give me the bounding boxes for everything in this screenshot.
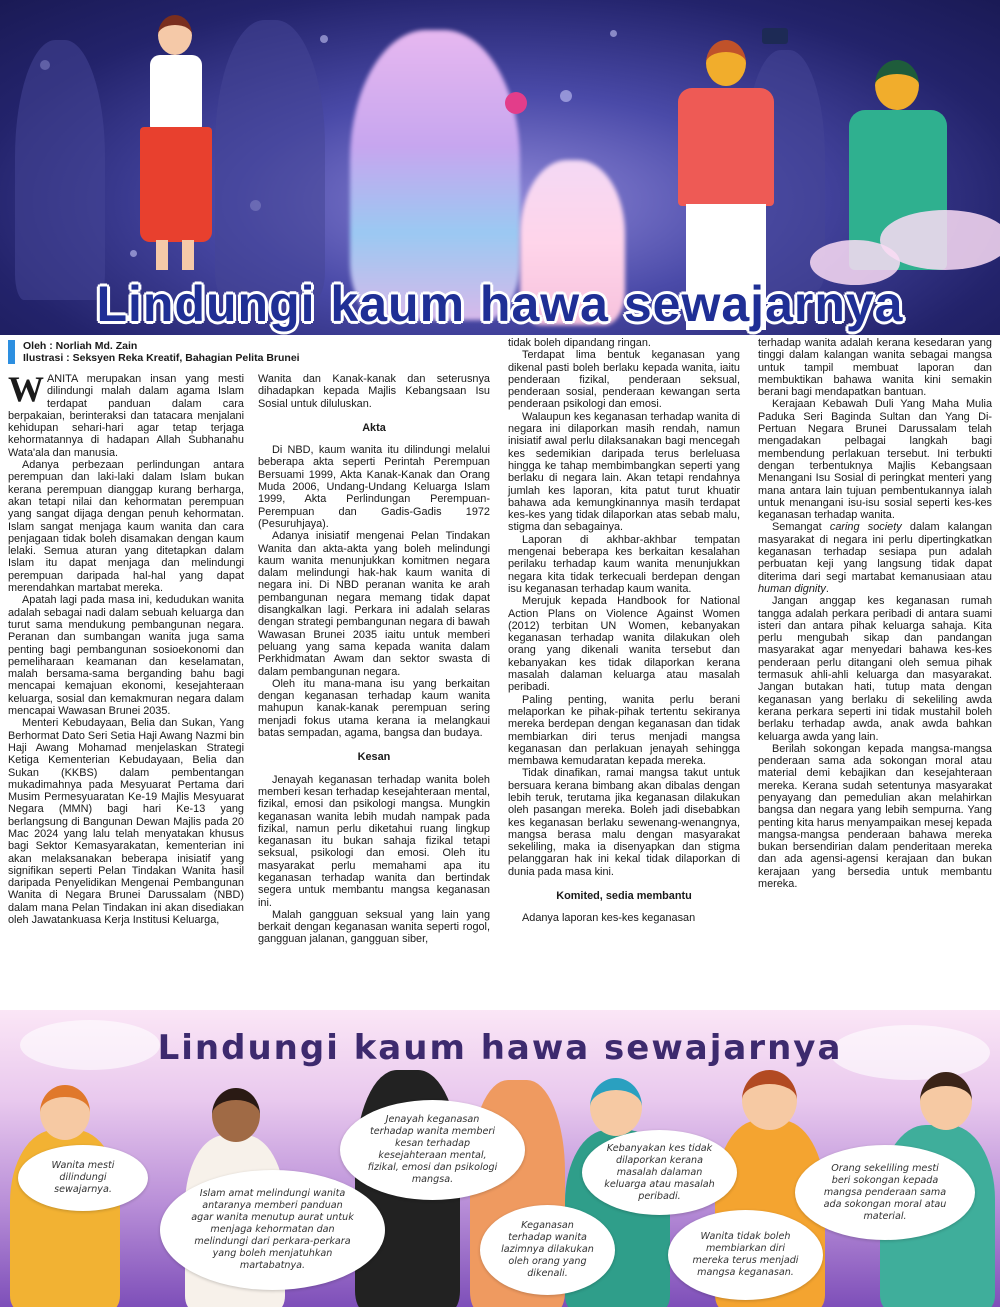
article-paragraph: Kerajaan Kebawah Duli Yang Maha Mulia Paduka Seri Baginda Sultan dan Yang Di-Pertuan Negara Brunei Darussalam telah mengadakan pelbagai langkah bagi membendung perlakuan tersebut. Ini terbukti dengan terbentuknya Majlis Kebangsaan Menangani Isu Sosial di peringkat menteri yang mana antara lain tujuan pembentukannya ialah untuk menangani isu-isu sosial seperti kes-kes keganasan terhadap wanita.: [758, 398, 992, 522]
speech-bubble: Keganasan terhadap wanita lazimnya dilakukan oleh orang yang dikenali.: [480, 1205, 615, 1295]
article-headline: Lindungi kaum hawa sewajarnya: [96, 276, 904, 332]
article-paragraph: Semangat caring society dalam kalangan masyarakat di negara ini perlu dipertingkatkan keganasan terhadap sesiapa pun adalah perbuatan keji yang langsung tidak dapat diterima dari segi martabat kemanusiaan atau human dignity.: [758, 521, 992, 595]
section-heading-komited: Komited, sedia membantu: [556, 890, 692, 903]
article-paragraph: Menteri Kebudayaan, Belia dan Sukan, Yang Berhormat Dato Seri Setia Haji Awang Nazmi bin Haji Awang Mohamad menjelaskan Strategi Ketiga Kementerian Kebudayaan, Belia dan Sukan (KKBS) dalam pembentangan mukadimahnya pada Mesyuarat Pertama dari Musim Permesyuaratan Ke-19 Majlis Mesyuarat Negara (MMN) bagi hari Ke-13 yang berlangsung di Bangunan Dewan Majlis pada 20 Mac 2024 yang lalu telah menyatakan khusus bagi Sektor Kemasyarakatan, kementerian ini akan melaksanakan beberapa inisiatif yang signifikan seperti Pelan Tindakan Wanita hasil daripada Penyelidikan Mengenai Pembangunan Wanita di Negara Brunei Darussalam (NBD) dalam mana Pelan Tindakan ini akan disediakan oleh Jawatankuasa Kerja Institusi Keluarga,: [8, 717, 244, 927]
woman-head: [742, 1070, 797, 1130]
speech-bubble: Kebanyakan kes tidak dilaporkan kerana masalah dalaman keluarga atau masalah peribadi.: [582, 1130, 737, 1215]
byline: [8, 340, 338, 364]
article-column-4: [758, 337, 992, 1008]
woman-head: [590, 1078, 642, 1136]
article-paragraph: terhadap wanita adalah kerana kesedaran yang tinggi dalam kalangan wanita sebagai mangsa untuk tampil membuat laporan dan membuktikan bahawa wanita kini semakin berani bagi mendapatkan bantuan.: [758, 337, 992, 399]
section-heading-kesan: Kesan: [357, 751, 391, 764]
woman-head: [212, 1088, 260, 1142]
article-column-2: [258, 373, 490, 1008]
article-column-3: [508, 337, 740, 1008]
speech-bubble: Orang sekeliling mesti beri sokongan kepada mangsa penderaan sama ada sokongan moral atau material.: [795, 1145, 975, 1240]
article-column-1: [8, 369, 244, 1008]
article-paragraph: Laporan di akhbar-akhbar tempatan mengenai beberapa kes berkaitan kesalahan perilaku terhadap kaum wanita menunjukkan negara kita tidak terkecuali berdepan dengan isu keganasan terhadap kaum wanita.: [508, 533, 740, 595]
woman-head: [40, 1085, 90, 1140]
article-paragraph: Adanya perbezaan perlindungan antara perempuan dan laki-laki dalam Islam bukan kerana perempuan dianggap kurang berharga, akan tetapi nilai dan kehormatan perempuan yang sangat dijaga dengan penuh kehormatan. Islam sangat menjaga kaum wanita dan cara penjagaan tidak boleh disamakan dengan kaum lelaki. Semua aturan yang ditetapkan dalam Islam itu dapat menjaga dan melindungi perempuan daripada hal-hal yang dapat merendahkan martabat mereka.: [8, 459, 244, 595]
article-paragraph: Adanya inisiatif mengenai Pelan Tindakan Wanita dan akta-akta yang boleh melindungi kaum wanita menunjukkan komitmen negara dalam melindungi hak-hak kaum wanita di negara ini. Di NBD peranan wanita ke arah pembangunan negara memang tidak dapat disangkalkan lagi. Perkara ini adalah selaras dengan strategi pembangunan negara di bawah Wawasan Brunei 2035 iaitu untuk memberi peluang yang sama kepada wanita dalam Perkhidmatan Awam dan sektor swasta di dalam pembangunan negara.: [258, 530, 490, 678]
article-paragraph: Walaupun kes keganasan terhadap wanita di negara ini dilaporkan masih rendah, namun inisiatif awal perlu dilaksanakan bagi mencegah kes sedemikian daripada terus berleluasa hingga ke tahap membimbangkan seperti yang berlaku di negara lain. Akan tetapi rendahnya jumlah kes laporan, kita patut turut khuatir bahawa ada kemungkinannya masih terdapat kes-kes yang tidak dilaporkan atas sebab malu, stigma dan sebagainya.: [508, 410, 740, 534]
banner-title: Lindungi kaum hawa sewajarnya: [157, 1028, 843, 1068]
byline-illustration-credit: Ilustrasi : Seksyen Reka Kreatif, Bahagian Pelita Brunei: [23, 352, 300, 364]
article-paragraph: Jenayah keganasan terhadap wanita boleh memberi kesan terhadap kesejahteraan mental, fizikal, emosi dan psikologi mangsa. Mungkin keganasan wanita lebih mudah nampak pada fizikal, namun perlu diketahui ruang lingkup keganasan itu bukan sahaja fizikal tetapi seksual, psikologi dan emosi. Oleh itu masyarakat perlu memahami apa itu keganasan terhadap wanita dan bertindak segera untuk membantu mangsa keganasan ini.: [258, 773, 490, 909]
article-paragraph: Terdapat lima bentuk keganasan yang dikenal pasti boleh berlaku kepada wanita, iaitu penderaan fizikal, penderaan seksual, penderaan sosial, penderaan kewangan serta penderaan psikologi dan emosi.: [508, 349, 740, 411]
article-paragraph: Wanita dan Kanak-kanak dan seterusnya dihadapkan kepada Majlis Kebangsaan Isu Sosial untuk diluluskan.: [258, 373, 490, 410]
article-paragraph: Oleh itu mana-mana isu yang berkaitan dengan keganasan terhadap kaum wanita mahupun kanak-kanak perempuan sering menjadi fokus utama kerana ia melangkaui batas sempadan, agama, bangsa dan budaya.: [258, 677, 490, 740]
article-paragraph: Malah gangguan seksual yang lain yang berkait dengan keganasan wanita seperti rogol, gangguan jalanan, gangguan siber,: [258, 908, 490, 946]
drop-cap: W: [8, 369, 44, 409]
article-paragraph: Di NBD, kaum wanita itu dilindungi melalui beberapa akta seperti Perintah Perempuan Bersuami 1999, Akta Kanak-Kanak dan Orang Muda 2006, Undang-Undang Keluarga Islam 1999, Akta Perlindungan Perempuan-Perempuan dan Gadis-Gadis 1972 (Pesuruhjaya).: [258, 444, 490, 530]
article-paragraph: Merujuk kepada Handbook for National Action Plans on Violence Against Women (2012) terbitan UN Women, kebanyakan keganasan terhadap wanita dilakukan oleh orang yang dikenali wanita tersebut dan kebanyakan kes tidak dilaporkan kerana masalah dalaman keluarga atau masalah peribadi.: [508, 595, 740, 694]
woman-head: [920, 1072, 972, 1130]
speech-bubble: Wanita mesti dilindungi sewajarnya.: [18, 1145, 148, 1211]
article-paragraph: WANITA merupakan insan yang mesti dilindungi malah dalam agama Islam terdapat panduan dalam cara berpakaian, berinteraksi dan tatacara menjalani kehidupan sehari-hari agar tetap terjaga kehormatannya di hadapan Allah Subhanahu Wata'ala dan manusia.: [8, 369, 244, 459]
article-paragraph: Tidak dinafikan, ramai mangsa takut untuk bersuara kerana bimbang akan dibalas dengan lebih teruk, terutama jika keganasan dilakukan oleh pasangan mereka. Boleh jadi disebabkan kes keganasan berlaku sewenang-wenangnya, mangsa berasa malu dengan masyarakat sekeliling, maka ia disenyapkan dan stigma pelanggaran hak ini kekal tidak dilaporkan di dunia pada masa kini.: [508, 767, 740, 878]
shadow-figure: [15, 40, 105, 300]
article-paragraph: Apatah lagi pada masa ini, kedudukan wanita adalah sebagai nadi dalam sebuah keluarga dan turut sama mendukung pembangunan negara. Peranan dan sumbangan wanita juga sama penting bagi pembangunan sosioekonomi dan pemeliharaan keamanan dan keselamatan, malah bersama-sama berganding bahu bagi mencapai kemajuan ekonomi, kesejahteraan keluarga, sosial dan kemakmuran negara dalam mencapai Wawasan Brunei 2035.: [8, 594, 244, 718]
infographic-banner: [0, 1010, 1000, 1307]
article-paragraph: Jangan anggap kes keganasan rumah tangga adalah perkara peribadi di antara suami isteri dan antara pihak keluarga sahaja. Kita perlu mengubah sikap dan pandangan masyarakat agar menyedari bahawa kes-kes penderaan perlu ditangani oleh semua pihak termasuk ahli-ahli keluarga dan masyarakat. Jangan butakan hati, tutup mata dengan keganasan yang berlaku di sekeliling awda kerana perkara seperti ini tidak mustahil boleh berlaku terhadap awda, anak awda bahkan keluarga awda yang lain.: [758, 595, 992, 743]
speech-bubble: Jenayah keganasan terhadap wanita memberi kesan terhadap kesejahteraan mental, fizikal, emosi dan psikologi mangsa.: [340, 1100, 525, 1200]
rose-icon: [505, 92, 527, 114]
article-paragraph: Berilah sokongan kepada mangsa-mangsa penderaan sama ada sokongan moral atau material demi kebajikan dan kesejahteraan mereka. Kerana sudah setentunya masyarakat penyayang dan pemedulian akan melahirkan bangsa dan negara yang lebih sempurna. Yang penting kita harus menyampaikan mesej kepada mangsa-mangsa penderaan bahawa mereka bukan bersendirian dalam penderitaan mereka dan ada agensi-agensi kerajaan dan bukan kerajaan yang bersedia untuk membantu mereka.: [758, 742, 992, 891]
phone-icon: [762, 28, 788, 44]
woman-figure: [118, 15, 238, 270]
byline-author: Oleh : Norliah Md. Zain: [23, 340, 138, 352]
speech-bubble: Islam amat melindungi wanita antaranya memberi panduan agar wanita menutup aurat untuk menjaga kehormatan dan melindungi dari perkara-perkara yang boleh menjatuhkan martabatnya.: [160, 1170, 385, 1290]
article-paragraph: Paling penting, wanita perlu berani melaporkan ke pihak-pihak tertentu sekiranya mereka berdepan dengan keganasan dan tidak membiarkan diri terus menjadi mangsa keganasan dan perlakuan jenayah sehingga membawa kemudaratan kepada mereka.: [508, 693, 740, 768]
speech-bubble: Wanita tidak boleh membiarkan diri mereka terus menjadi mangsa keganasan.: [668, 1210, 823, 1300]
section-heading-akta: Akta: [362, 421, 386, 434]
article-paragraph: tidak boleh dipandang ringan.: [508, 337, 651, 349]
article-paragraph: Adanya laporan kes-kes keganasan: [522, 912, 696, 925]
